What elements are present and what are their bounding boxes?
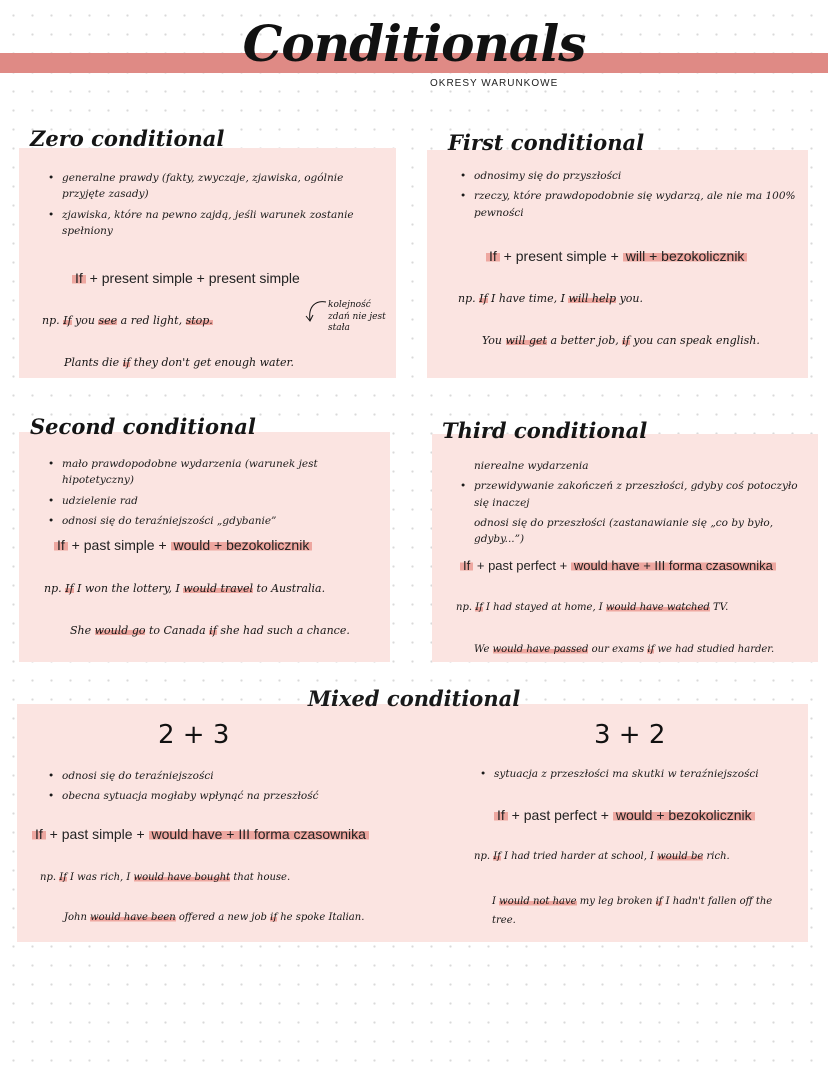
np-label: np. <box>44 582 62 595</box>
example-text: We <box>474 644 493 655</box>
formula-part: past simple <box>83 537 155 553</box>
mixed-right-example-1 <box>474 851 730 862</box>
first-bullets <box>460 168 796 225</box>
formula-if: If <box>486 248 500 264</box>
np-label: np. <box>42 314 60 327</box>
example-text: you. <box>616 292 644 305</box>
verb-highlight: would go <box>94 624 146 637</box>
third-formula: If + past perfect + would have + III forma czasownika <box>460 558 776 573</box>
if-word: if <box>270 912 278 923</box>
zero-example-1 <box>42 314 213 327</box>
mixed-left-bullets <box>48 768 378 809</box>
example-text: You <box>482 334 506 347</box>
formula-part: would have + III forma czasownika <box>149 826 369 842</box>
example-text: I <box>492 896 500 907</box>
mixed-heading: Mixed conditional <box>307 686 521 711</box>
example-text: I have time, I <box>487 292 569 305</box>
second-heading: Second conditional <box>30 414 256 439</box>
formula-part: would + bezokolicznik <box>171 537 313 553</box>
verb-highlight: will help <box>568 292 617 305</box>
if-word: If <box>59 872 67 883</box>
zero-example-2 <box>64 356 294 369</box>
bullet-item: • odnosi się do teraźniejszości <box>48 768 378 784</box>
verb-highlight: will get <box>505 334 547 347</box>
first-example-1 <box>458 292 643 305</box>
page-title: Conditionals <box>242 14 586 73</box>
example-text: I had tried harder at school, I <box>500 851 658 862</box>
example-text: to Canada <box>145 624 210 637</box>
second-bullets <box>48 456 378 533</box>
third-example-2 <box>474 644 774 655</box>
formula-part: past simple <box>61 826 133 842</box>
example-text: Plants <box>64 356 103 369</box>
third-example-1 <box>456 602 728 613</box>
page-subtitle: OKRESY WARUNKOWE <box>430 78 559 89</box>
if-word: If <box>475 602 483 613</box>
zero-bullets <box>48 170 378 243</box>
bullet-item: • odnosimy się do przyszłości <box>460 168 796 184</box>
if-word: if <box>622 334 630 347</box>
example-text: She <box>70 624 95 637</box>
first-formula: If + present simple + will + bezokolicznik <box>486 248 747 264</box>
verb-highlight: would travel <box>183 582 254 595</box>
example-text: you <box>71 314 99 327</box>
formula-if: If <box>460 558 473 573</box>
mixed-right-bullets <box>480 766 800 786</box>
example-text: I was rich, I <box>66 872 134 883</box>
mixed-left-example-1 <box>40 872 290 883</box>
example-text: our exams <box>588 644 648 655</box>
np-label: np. <box>456 602 473 613</box>
formula-if: If <box>32 826 46 842</box>
second-example-1 <box>44 582 325 595</box>
verb-highlight: would have passed <box>492 644 589 655</box>
bullet-item: • mało prawdopodobne wydarzenia (warunek jest hipotetyczny) <box>48 456 378 489</box>
formula-part: would + bezokolicznik <box>613 807 755 823</box>
bullet-item: • odnosi się do teraźniejszości „gdybanie” <box>48 513 378 529</box>
formula-part: will + bezokolicznik <box>623 248 748 264</box>
bullet-item: • generalne prawdy (fakty, zwyczaje, zjawiska, ogólnie przyjęte zasady) <box>48 170 378 203</box>
mixed-left-label: 2 + 3 <box>158 720 230 750</box>
first-example-2 <box>482 334 760 347</box>
example-text: John <box>64 912 91 923</box>
if-word: if <box>655 896 663 907</box>
example-text: a red light, <box>117 314 186 327</box>
formula-part: past perfect <box>523 807 597 823</box>
zero-formula: If + present simple + present simple <box>72 270 300 286</box>
verb-highlight: would have watched <box>605 602 710 613</box>
formula-part: present simple <box>101 270 193 286</box>
bullet-item: • zjawiska, które na pewno zajdą, jeśli warunek zostanie spełniony <box>48 207 378 240</box>
if-word: if <box>209 624 217 637</box>
np-label: np. <box>474 851 491 862</box>
zero-heading: Zero conditional <box>30 126 225 151</box>
zero-note: kolejność zdań nie jest stała <box>328 300 386 334</box>
example-text: they don't get enough water. <box>130 356 295 369</box>
bullet-item: odnosi się do przeszłości (zastanawianie się „co by było, gdyby...”) <box>474 516 774 546</box>
third-bullets <box>460 458 806 551</box>
second-formula: If + past simple + would + bezokolicznik <box>54 537 312 553</box>
example-text: I hadn't fallen off the tree. <box>492 896 773 926</box>
example-text: die <box>102 356 120 369</box>
example-text: offered a new job <box>175 912 271 923</box>
bullet-item: nierealne wydarzenia <box>474 460 589 472</box>
if-word: If <box>65 582 74 595</box>
if-word: if <box>122 356 131 369</box>
formula-part: past perfect <box>488 558 556 573</box>
bullet-item: • obecna sytuacja mogłaby wpłynąć na przeszłość <box>48 788 378 804</box>
if-word: If <box>479 292 488 305</box>
verb-highlight: would be <box>657 851 704 862</box>
first-heading: First conditional <box>448 130 645 155</box>
formula-if: If <box>72 270 86 286</box>
verb-highlight: would have been <box>90 912 176 923</box>
verb-highlight: would not have <box>499 896 577 907</box>
formula-if: If <box>54 537 68 553</box>
mixed-right-formula: If + past perfect + would + bezokolicznik <box>494 807 755 823</box>
verb-highlight: see <box>98 314 118 327</box>
example-text: TV. <box>709 602 729 613</box>
bullet-item: • udzielenie rad <box>48 493 378 509</box>
example-text: you can speak english. <box>629 334 760 347</box>
bullet-item: • rzeczy, które prawdopodobnie się wydarzą, ale nie ma 100% pewności <box>460 188 796 221</box>
np-label: np. <box>458 292 476 305</box>
second-example-2 <box>70 624 350 637</box>
bullet-item: • przewidywanie zakończeń z przeszłości, gdyby coś potoczyło się inaczej <box>460 478 806 511</box>
formula-if: If <box>494 807 508 823</box>
if-word: If <box>493 851 501 862</box>
if-word: if <box>647 644 655 655</box>
formula-part: present simple <box>208 270 300 286</box>
example-text: I won the lottery, I <box>73 582 184 595</box>
mixed-right-label: 3 + 2 <box>594 720 666 750</box>
mixed-left-formula: If + past simple + would have + III forma czasownika <box>32 826 369 842</box>
mixed-left-example-2 <box>64 912 364 923</box>
example-text: a better job, <box>546 334 623 347</box>
example-text: I had stayed at home, I <box>482 602 606 613</box>
verb-highlight: stop. <box>185 314 213 327</box>
example-text: to Australia. <box>253 582 326 595</box>
example-text: rich. <box>703 851 730 862</box>
if-word: If <box>63 314 72 327</box>
example-text: she had such a chance. <box>216 624 350 637</box>
np-label: np. <box>40 872 57 883</box>
example-text: my leg broken <box>576 896 656 907</box>
example-text: he spoke Italian. <box>277 912 365 923</box>
formula-part: present simple <box>515 248 607 264</box>
verb-highlight: would have bought <box>133 872 231 883</box>
mixed-right-example-2 <box>492 892 798 930</box>
example-text: that house. <box>230 872 291 883</box>
example-text: we had studied harder. <box>654 644 775 655</box>
third-heading: Third conditional <box>442 418 648 443</box>
formula-part: would have + III forma czasownika <box>571 558 776 573</box>
bullet-item: • sytuacja z przeszłości ma skutki w teraźniejszości <box>480 766 800 782</box>
